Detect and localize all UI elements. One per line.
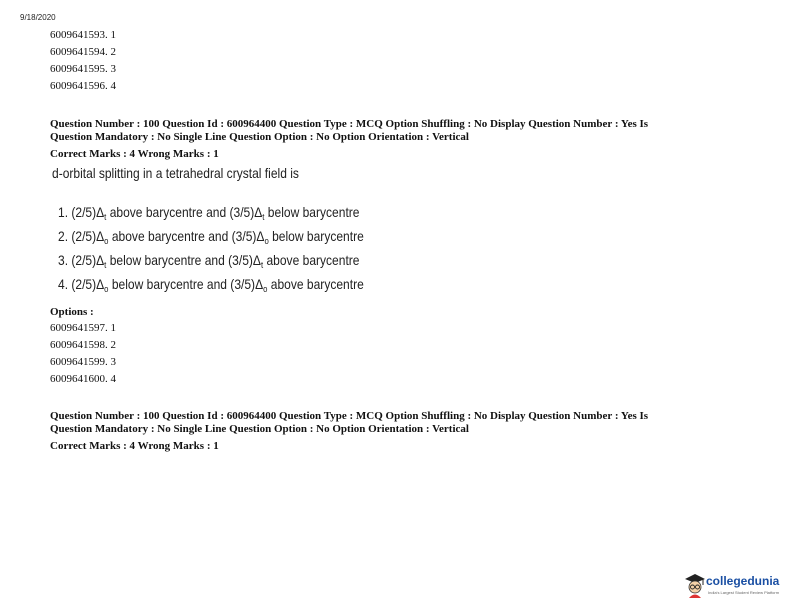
- prev-option-3: 6009641595. 3: [50, 63, 116, 75]
- option-4: 6009641600. 4: [50, 373, 116, 385]
- logo-wordmark: collegedunia: [706, 574, 780, 588]
- question-header: [50, 118, 750, 144]
- prev-option-2: 6009641594. 2: [50, 46, 116, 58]
- answer-choice-4: 4. $(2/5)\Delta_o$ below barycentre and $(3/5)\Delta_o$ above barycentre: [58, 276, 364, 294]
- options-label: Options :: [50, 306, 94, 318]
- question-marks: Correct Marks : 4 Wrong Marks : 1: [50, 148, 219, 160]
- next-question-header-line-1: Question Number : 100 Question Id : 600964400 Question Type : MCQ Option Shuffling : No Display Question Number : Yes Is: [50, 410, 649, 422]
- answer-choice-1: 1. $(2/5)\Delta_t$ above barycentre and $(3/5)\Delta_t$ below barycentre: [58, 204, 360, 222]
- option-2: 6009641598. 2: [50, 339, 116, 351]
- option-3: 6009641599. 3: [50, 356, 116, 368]
- prev-option-1: 6009641593. 1: [50, 29, 116, 41]
- answer-choice-3: 3. $(2/5)\Delta_t$ below barycentre and $(3/5)\Delta_t$ above barycentre: [58, 252, 360, 270]
- answer-choice-2: 2. $(2/5)\Delta_o$ above barycentre and $(3/5)\Delta_o$ below barycentre: [58, 228, 364, 246]
- answer-choices: [58, 203, 414, 299]
- option-1: 6009641597. 1: [50, 322, 116, 334]
- next-question-marks: Correct Marks : 4 Wrong Marks : 1: [50, 440, 219, 452]
- question-header-line-2: Question Mandatory : No Single Line Question Option : No Option Orientation : Vertical: [50, 131, 469, 143]
- graduate-mascot-icon: [684, 572, 706, 600]
- collegedunia-logo: [684, 571, 784, 601]
- question-text: d-orbital splitting in a tetrahedral crystal field is: [52, 165, 299, 181]
- logo-tagline: India's Largest Student Review Platform: [708, 590, 780, 595]
- question-header-line-1: Question Number : 100 Question Id : 600964400 Question Type : MCQ Option Shuffling : No Display Question Number : Yes Is: [50, 118, 649, 130]
- print-date: 9/18/2020: [20, 13, 56, 22]
- prev-option-4: 6009641596. 4: [50, 80, 116, 92]
- next-question-header-line-2: Question Mandatory : No Single Line Question Option : No Option Orientation : Vertical: [50, 423, 469, 435]
- next-question-header: [50, 410, 750, 436]
